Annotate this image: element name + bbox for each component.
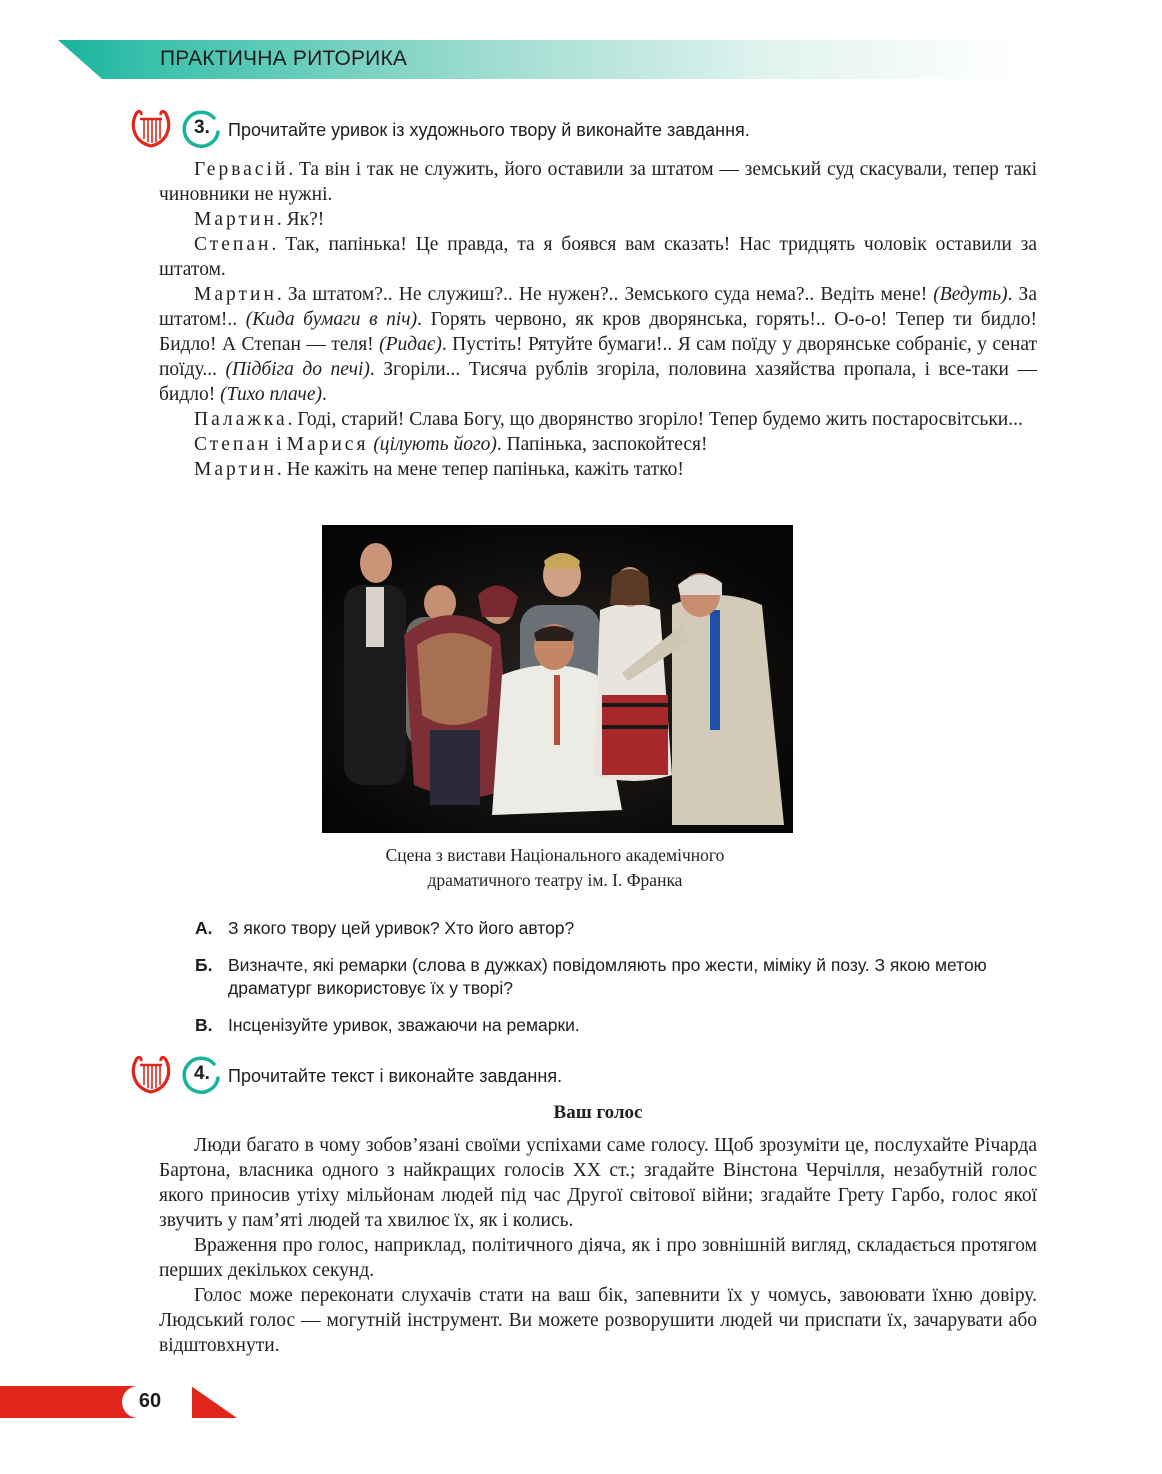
excerpt-line [159, 282, 1037, 407]
line-text: . Не кажіть на мене тепер папінька, кажіть татко! [276, 459, 684, 480]
speaker-name: Мартин [194, 284, 277, 305]
task-instruction: Прочитайте уривок із художнього твору й виконайте завдання. [228, 120, 750, 140]
task-3-heading [130, 108, 1030, 152]
question-label: Б. [195, 955, 213, 975]
theatre-scene-illustration [322, 525, 793, 833]
speaker-name: Марися [286, 434, 369, 455]
header-title: ПРАКТИЧНА РИТОРИКА [160, 47, 408, 70]
question-v [195, 1014, 1040, 1037]
line-text: . Горять червоно, як кров дворянська, горять!.. О-о-о! Тепер ти бидло! Бидло! А Степан — теля! [159, 309, 1037, 355]
caption-line: драматичного театру ім. І. Франка [427, 870, 683, 890]
line-text: . Так, папінька! Це правда, та я боявся вам сказать! Нас тридцять чоловік оставили за штатом. [159, 234, 1037, 280]
question-label: А. [195, 918, 213, 938]
article-body [159, 1133, 1037, 1358]
speaker-name: Степан [194, 434, 272, 455]
line-text: . За штатом?.. Не служиш?.. Не нужен?.. Земського суда нема?.. Ведіть мене! [276, 284, 934, 305]
task-number: 4. [194, 1063, 210, 1084]
speaker-name: Мартин [194, 459, 277, 480]
question-label: В. [195, 1015, 213, 1035]
excerpt-line [159, 157, 1037, 207]
footer-red-arrow [191, 1386, 237, 1418]
page-number: 60 [138, 1390, 162, 1412]
speaker-name: Гервасій [194, 159, 289, 180]
line-text: . За штатом!.. [159, 284, 1037, 330]
line-text: . Годі, старий! Слава Богу, що дворянство згоріло! Тепер будемо жить постаросвітськи... [287, 409, 1023, 430]
stage-direction: (Кида бумаги в піч) [245, 309, 418, 330]
stage-direction: (Ведуть) [933, 284, 1008, 305]
drama-excerpt [159, 157, 1037, 482]
question-text: Інсценізуйте уривок, зважаючи на ремарки. [228, 1015, 580, 1035]
line-text: . Як?! [276, 209, 325, 230]
line-text: . Та він і так не служить, його оставили за штатом — земський суд скасували, тепер такі чиновники не нужні. [159, 159, 1037, 205]
caption-line: Сцена з вистави Національного академічного [385, 845, 725, 865]
excerpt-line [159, 432, 1037, 457]
line-text: . [322, 384, 327, 405]
excerpt-line [159, 407, 1037, 432]
speaker-name: Степан [194, 234, 272, 255]
excerpt-line [159, 457, 1037, 482]
article-paragraph: Враження про голос, наприклад, політичного діяча, як і про зовнішній вигляд, складається протягом перших декількох секунд. [159, 1235, 1037, 1281]
excerpt-line [159, 207, 1037, 232]
question-b [195, 954, 1040, 1000]
stage-direction: (цілують його) [373, 434, 497, 455]
stage-direction: (Підбіга до печі) [225, 359, 370, 380]
lyre-icon [130, 1054, 172, 1096]
question-text: З якого твору цей уривок? Хто його автор? [228, 918, 575, 938]
photo-caption [322, 843, 788, 893]
question-text: Визначте, які ремарки (слова в дужках) повідомляють про жести, міміку й позу. З якою метою драматург використовує їх у творі? [228, 955, 987, 998]
line-text: і [271, 434, 287, 455]
line-text: . Папінька, заспокойтеся! [496, 434, 708, 455]
task-4-heading [130, 1054, 1030, 1098]
task-number: 3. [194, 117, 210, 138]
speaker-name: Мартин [194, 209, 277, 230]
speaker-name: Палажка [194, 409, 288, 430]
line-text: . Пустіть! Рятуйте бумаги!.. Я сам поїду у дворянське собраніє, у сенат поїду... [159, 334, 1037, 380]
article-paragraph: Голос може переконати слухачів стати на ваш бік, запевнити їх у чомусь, завоювати їхню довіру. Людський голос — могутній інструмент. Ви можете розворушити людей чи приспати їх, зачарувати або відштовхнути. [159, 1285, 1037, 1356]
question-a [195, 917, 1040, 940]
task-instruction: Прочитайте текст і виконайте завдання. [228, 1066, 563, 1086]
line-text: . Згоріли... Тисяча рублів згоріла, половина хазяйства пропала, і все-таки — бидло! [159, 359, 1037, 405]
stage-direction: (Тихо плаче) [220, 384, 322, 405]
stage-direction: (Ридає) [379, 334, 442, 355]
lyre-icon [130, 108, 172, 150]
theatre-scene-photo [322, 525, 793, 833]
excerpt-line [159, 232, 1037, 282]
article-paragraph: Люди багато в чому зобов’язані своїми успіхами саме голосу. Щоб зрозуміти це, послухайте Річарда Бартона, власника одного з найкращих голосів XX ст.; згадайте Вінстона Черчілля, незабутній голос якого приносив утіху мільйонам людей під час Другої світової війни; згадайте Грету Гарбо, голос якої звучить у пам’яті людей та хвилює їх, як і колись. [159, 1135, 1037, 1231]
article-title: Ваш голос [553, 1102, 643, 1123]
